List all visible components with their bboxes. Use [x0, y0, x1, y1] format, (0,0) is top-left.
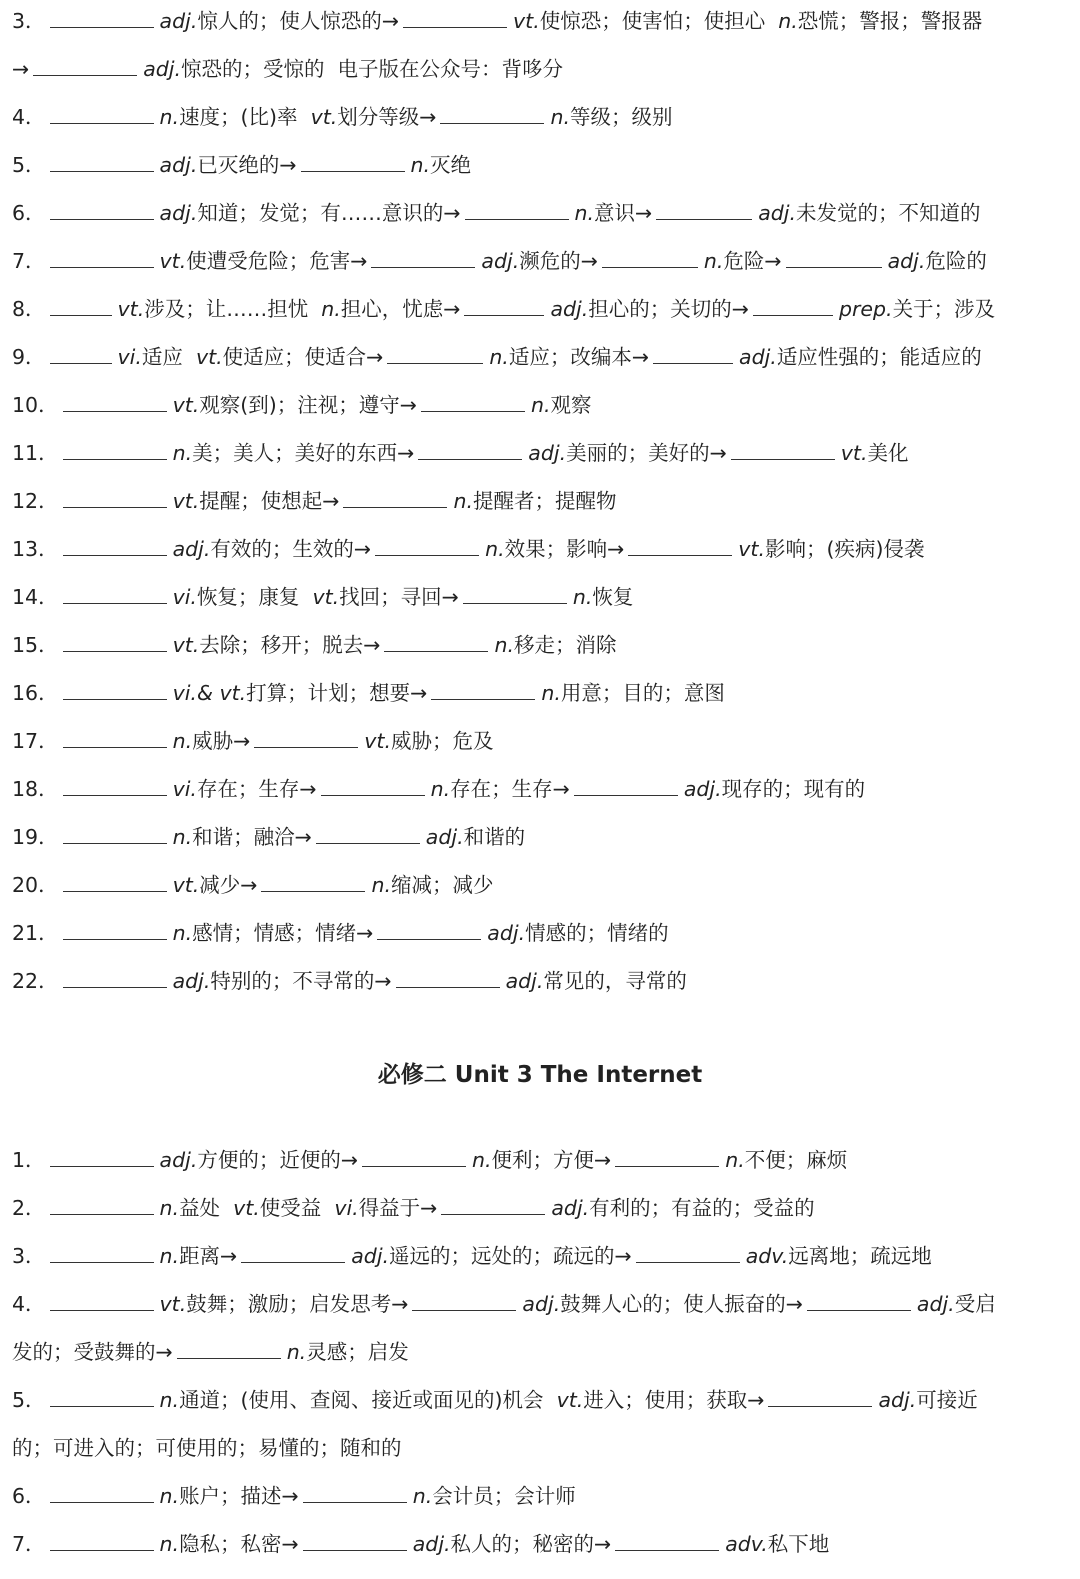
- answer-blank[interactable]: [768, 1405, 872, 1407]
- answer-blank[interactable]: [50, 122, 154, 124]
- definition-text: 观察: [550, 393, 592, 417]
- definition-text: 鼓舞人心的；使人振奋的→: [560, 1292, 803, 1316]
- definition-text: 惊恐的；受惊的 电子版在公众号：背哆分: [180, 57, 564, 81]
- answer-blank[interactable]: [431, 698, 535, 700]
- part-of-speech: adj.: [159, 201, 198, 225]
- answer-blank[interactable]: [50, 218, 154, 220]
- vocab-line-12: [12, 534, 1066, 564]
- definition-text: 速度；(比)率: [179, 105, 311, 129]
- answer-blank[interactable]: [362, 1165, 466, 1167]
- definition-text: 益处: [179, 1196, 234, 1220]
- answer-blank[interactable]: [63, 410, 167, 412]
- definition-text: 危险的: [925, 249, 987, 273]
- answer-blank[interactable]: [303, 1501, 407, 1503]
- vocab-line-25: [12, 1289, 1066, 1319]
- part-of-speech: adj.: [683, 777, 722, 801]
- answer-blank[interactable]: [463, 602, 567, 604]
- answer-blank[interactable]: [440, 122, 544, 124]
- vocab-line-20: [12, 918, 1066, 948]
- definition-text: 影响；(疾病)侵袭: [764, 537, 925, 561]
- answer-blank[interactable]: [628, 554, 732, 556]
- definition-text: 3．: [12, 9, 46, 33]
- answer-blank[interactable]: [396, 986, 500, 988]
- answer-blank[interactable]: [63, 842, 167, 844]
- part-of-speech: vt.: [310, 105, 338, 129]
- definition-text: 15．: [12, 633, 59, 657]
- vocab-line-30: [12, 1529, 1066, 1559]
- answer-blank[interactable]: [316, 842, 420, 844]
- definition-text: 涉及；让……担忧: [144, 297, 322, 321]
- answer-blank[interactable]: [63, 938, 167, 940]
- part-of-speech: vt.: [117, 297, 145, 321]
- definition-text: 6．: [12, 1484, 46, 1508]
- definition-text: 常见的，寻常的: [543, 969, 687, 993]
- definition-text: 减少→: [199, 873, 258, 897]
- part-of-speech: adj.: [425, 825, 464, 849]
- answer-blank[interactable]: [50, 170, 154, 172]
- definition-text: 濒危的→: [519, 249, 598, 273]
- vocab-line-9: [12, 390, 1066, 420]
- definition-text: 8．: [12, 297, 46, 321]
- definition-text: 美；美人；美好的东西→: [192, 441, 415, 465]
- part-of-speech: n.: [172, 441, 193, 465]
- vocab-line-11: [12, 486, 1066, 516]
- part-of-speech: adj.: [887, 249, 926, 273]
- definition-text: 找回；寻回→: [339, 585, 459, 609]
- vocab-line-13: [12, 582, 1066, 612]
- definition-text: 有效的；生效的→: [210, 537, 372, 561]
- part-of-speech: vt.: [233, 1196, 260, 1220]
- part-of-speech: adj.: [878, 1388, 917, 1412]
- part-of-speech: n.: [159, 1196, 180, 1220]
- part-of-speech: vt.: [840, 441, 868, 465]
- answer-blank[interactable]: [50, 1213, 154, 1215]
- part-of-speech: adv.: [745, 1244, 789, 1268]
- section-heading: 必修二 Unit 3 The Internet: [377, 1062, 703, 1088]
- part-of-speech: adv.: [725, 1532, 768, 1556]
- vocab-line-21: [12, 966, 1066, 996]
- definition-text: 19．: [12, 825, 59, 849]
- vocab-line-10: [12, 438, 1066, 468]
- answer-blank[interactable]: [602, 266, 698, 268]
- part-of-speech: n.: [159, 1388, 180, 1412]
- definition-text: 使受益: [259, 1196, 335, 1220]
- part-of-speech: n.: [371, 873, 391, 897]
- answer-blank[interactable]: [786, 266, 882, 268]
- part-of-speech: vt.: [738, 537, 765, 561]
- answer-blank[interactable]: [343, 506, 447, 508]
- definition-text: 缩减；减少: [390, 873, 494, 897]
- part-of-speech: adj.: [550, 297, 589, 321]
- part-of-speech: vi.: [117, 345, 142, 369]
- answer-blank[interactable]: [50, 1501, 154, 1503]
- definition-text: 威胁；危及: [390, 729, 494, 753]
- vocab-line-17: [12, 774, 1066, 804]
- part-of-speech: adj.: [487, 921, 526, 945]
- part-of-speech: n.: [159, 105, 180, 129]
- answer-blank[interactable]: [403, 26, 507, 28]
- vocab-line-27: [12, 1385, 1066, 1415]
- part-of-speech: vt.: [312, 585, 340, 609]
- answer-blank[interactable]: [636, 1261, 740, 1263]
- part-of-speech: vi.: [172, 585, 197, 609]
- vocab-line-16: [12, 726, 1066, 756]
- answer-blank[interactable]: [301, 170, 405, 172]
- part-of-speech: n.: [321, 297, 341, 321]
- definition-text: 观察(到)；注视；遵守→: [199, 393, 417, 417]
- definition-text: 9．: [12, 345, 46, 369]
- answer-blank[interactable]: [441, 1213, 545, 1215]
- definition-text: 威胁→: [192, 729, 251, 753]
- definition-text: 危险→: [723, 249, 782, 273]
- answer-blank[interactable]: [50, 1549, 154, 1551]
- definition-text: 关于；涉及: [892, 297, 996, 321]
- part-of-speech: n.: [172, 729, 193, 753]
- part-of-speech: vt.: [159, 1292, 187, 1316]
- part-of-speech: adj.: [522, 1292, 561, 1316]
- definition-text: 受启: [954, 1292, 996, 1316]
- answer-blank[interactable]: [421, 410, 525, 412]
- definition-text: 7．: [12, 249, 46, 273]
- part-of-speech: n.: [286, 1340, 307, 1364]
- answer-blank[interactable]: [464, 314, 544, 316]
- answer-blank[interactable]: [50, 1309, 154, 1311]
- definition-text: 移走；消除: [513, 633, 617, 657]
- definition-text: 18．: [12, 777, 59, 801]
- definition-text: 提醒；使想起→: [199, 489, 340, 513]
- definition-text: 5．: [12, 1388, 46, 1412]
- definition-text: 隐私；私密→: [179, 1532, 299, 1556]
- part-of-speech: adj.: [159, 9, 198, 33]
- definition-text: 现存的；现有的: [721, 777, 866, 801]
- vocab-line-4: [12, 150, 1066, 180]
- part-of-speech: n.: [453, 489, 473, 513]
- part-of-speech: n.: [572, 585, 593, 609]
- answer-blank[interactable]: [615, 1549, 719, 1551]
- vocab-line-26: [12, 1337, 1066, 1367]
- definition-text: 4．: [12, 105, 46, 129]
- definition-text: 会计员；会计师: [432, 1484, 576, 1508]
- definition-text: 得益于→: [358, 1196, 438, 1220]
- answer-blank[interactable]: [63, 506, 167, 508]
- definition-text: 2．: [12, 1196, 46, 1220]
- definition-text: 账户；描述→: [179, 1484, 299, 1508]
- answer-blank[interactable]: [50, 26, 154, 28]
- vocab-line-2: [12, 54, 1066, 84]
- answer-blank[interactable]: [63, 986, 167, 988]
- answer-blank[interactable]: [465, 218, 569, 220]
- part-of-speech: adj.: [159, 1148, 198, 1172]
- definition-text: 14．: [12, 585, 59, 609]
- part-of-speech: n.: [703, 249, 724, 273]
- answer-blank[interactable]: [653, 362, 733, 364]
- definition-text: 美丽的；美好的→: [566, 441, 727, 465]
- definition-text: 使遭受危险；危害→: [186, 249, 368, 273]
- definition-text: 用意；目的；意图: [560, 681, 725, 705]
- definition-text: 私人的；秘密的→: [450, 1532, 612, 1556]
- answer-blank[interactable]: [375, 554, 479, 556]
- definition-text: 恐慌；警报；警报器: [797, 9, 983, 33]
- part-of-speech: n.: [410, 153, 431, 177]
- definition-text: 1．: [12, 1148, 46, 1172]
- part-of-speech: vt.: [159, 249, 187, 273]
- answer-blank[interactable]: [418, 458, 522, 460]
- part-of-speech: prep.: [838, 297, 893, 321]
- definition-text: 打算；计划；想要→: [246, 681, 428, 705]
- vocab-line-1: [12, 6, 1066, 36]
- definition-text: 方便的；近便的→: [197, 1148, 359, 1172]
- answer-blank[interactable]: [371, 266, 475, 268]
- vocab-line-15: [12, 678, 1066, 708]
- part-of-speech: n.: [430, 777, 451, 801]
- part-of-speech: adj.: [505, 969, 544, 993]
- part-of-speech: vt.: [172, 489, 200, 513]
- vocab-line-3: [12, 102, 1066, 132]
- definition-text: 距离→: [179, 1244, 238, 1268]
- definition-text: 意识→: [594, 201, 653, 225]
- answer-blank[interactable]: [731, 458, 835, 460]
- part-of-speech: vi.: [172, 777, 197, 801]
- definition-text: 3．: [12, 1244, 46, 1268]
- definition-text: 5．: [12, 153, 46, 177]
- vocab-line-6: [12, 246, 1066, 276]
- part-of-speech: adj.: [351, 1244, 390, 1268]
- answer-blank[interactable]: [303, 1549, 407, 1551]
- definition-text: 可接近: [916, 1388, 978, 1412]
- definition-text: 的；可进入的；可使用的；易懂的；随和的: [12, 1436, 402, 1460]
- part-of-speech: vt.: [172, 873, 200, 897]
- definition-text: 20．: [12, 873, 59, 897]
- vocab-line-5: [12, 198, 1066, 228]
- definition-text: 使适应；使适合→: [222, 345, 384, 369]
- definition-text: 惊人的；使人惊恐的→: [197, 9, 400, 33]
- answer-blank[interactable]: [241, 1261, 345, 1263]
- definition-text: 22．: [12, 969, 59, 993]
- part-of-speech: adj.: [159, 153, 198, 177]
- definition-text: 21．: [12, 921, 59, 945]
- part-of-speech: adj.: [481, 249, 520, 273]
- answer-blank[interactable]: [33, 74, 137, 76]
- answer-blank[interactable]: [377, 938, 481, 940]
- definition-text: 不便；麻烦: [744, 1148, 848, 1172]
- definition-text: 存在；生存→: [450, 777, 570, 801]
- part-of-speech: n.: [172, 921, 193, 945]
- part-of-speech: n.: [159, 1532, 180, 1556]
- definition-text: 去除；移开；脱去→: [199, 633, 381, 657]
- answer-blank[interactable]: [412, 1309, 516, 1311]
- vocab-line-8: [12, 342, 1066, 372]
- definition-text: 11．: [12, 441, 59, 465]
- answer-blank[interactable]: [50, 314, 112, 316]
- part-of-speech: n.: [778, 9, 798, 33]
- part-of-speech: n.: [485, 537, 505, 561]
- definition-text: 和谐；融洽→: [192, 825, 312, 849]
- answer-blank[interactable]: [50, 1405, 154, 1407]
- answer-blank[interactable]: [63, 650, 167, 652]
- vocab-line-19: [12, 870, 1066, 900]
- part-of-speech: adj.: [412, 1532, 451, 1556]
- part-of-speech: adj.: [172, 969, 211, 993]
- part-of-speech: n.: [530, 393, 551, 417]
- definition-text: 恢复；康复: [196, 585, 313, 609]
- part-of-speech: vt.: [513, 9, 540, 33]
- definition-text: 13．: [12, 537, 59, 561]
- answer-blank[interactable]: [321, 794, 425, 796]
- part-of-speech: adj.: [528, 441, 567, 465]
- part-of-speech: adj.: [172, 537, 211, 561]
- answer-blank[interactable]: [63, 746, 167, 748]
- definition-text: 便利；方便→: [491, 1148, 612, 1172]
- definition-text: 适应；改编本→: [508, 345, 650, 369]
- definition-text: 私下地: [767, 1532, 830, 1556]
- definition-text: 特别的；不寻常的→: [210, 969, 392, 993]
- part-of-speech: n.: [550, 105, 570, 129]
- definition-text: 担心，忧虑→: [340, 297, 461, 321]
- definition-text: 划分等级→: [337, 105, 437, 129]
- part-of-speech: n.: [159, 1484, 180, 1508]
- answer-blank[interactable]: [63, 602, 167, 604]
- part-of-speech: n.: [412, 1484, 433, 1508]
- vocab-line-23: [12, 1193, 1066, 1223]
- vocab-line-7: [12, 294, 1066, 324]
- answer-blank[interactable]: [50, 1165, 154, 1167]
- answer-blank[interactable]: [384, 650, 488, 652]
- definition-text: 17．: [12, 729, 59, 753]
- part-of-speech: vt.: [364, 729, 391, 753]
- part-of-speech: n.: [489, 345, 509, 369]
- answer-blank[interactable]: [63, 698, 167, 700]
- part-of-speech: vt.: [172, 393, 200, 417]
- answer-blank[interactable]: [50, 1261, 154, 1263]
- definition-text: 提醒者；提醒物: [472, 489, 617, 513]
- definition-text: 和谐的: [463, 825, 526, 849]
- definition-text: 7．: [12, 1532, 46, 1556]
- definition-text: 知道；发觉；有……意识的→: [197, 201, 461, 225]
- part-of-speech: adj.: [916, 1292, 955, 1316]
- answer-blank[interactable]: [254, 746, 358, 748]
- part-of-speech: n.: [172, 825, 193, 849]
- definition-text: 未发觉的；不知道的: [796, 201, 981, 225]
- part-of-speech: n.: [494, 633, 514, 657]
- vocab-line-29: [12, 1481, 1066, 1511]
- part-of-speech: vt.: [556, 1388, 584, 1412]
- answer-blank[interactable]: [63, 890, 167, 892]
- definition-text: 使惊恐；使害怕；使担心: [539, 9, 779, 33]
- part-of-speech: n.: [541, 681, 561, 705]
- part-of-speech: adj.: [739, 345, 777, 369]
- answer-blank[interactable]: [63, 794, 167, 796]
- vocab-line-14: [12, 630, 1066, 660]
- definition-text: 12．: [12, 489, 59, 513]
- definition-text: 进入；使用；获取→: [583, 1388, 765, 1412]
- part-of-speech: adj.: [143, 57, 181, 81]
- definition-text: 鼓舞；激励；启发思考→: [186, 1292, 409, 1316]
- answer-blank[interactable]: [615, 1165, 719, 1167]
- definition-text: 远离地；疏远地: [788, 1244, 932, 1268]
- answer-blank[interactable]: [50, 266, 154, 268]
- answer-blank[interactable]: [656, 218, 752, 220]
- part-of-speech: vt.: [195, 345, 223, 369]
- definition-text: 6．: [12, 201, 46, 225]
- definition-text: 16．: [12, 681, 59, 705]
- part-of-speech: vi.& vt.: [172, 681, 247, 705]
- part-of-speech: n.: [472, 1148, 492, 1172]
- definition-text: 10．: [12, 393, 59, 417]
- definition-text: 等级；级别: [569, 105, 673, 129]
- definition-text: 灵感；启发: [306, 1340, 409, 1364]
- definition-text: 适应性强的；能适应的: [776, 345, 982, 369]
- answer-blank[interactable]: [63, 458, 167, 460]
- answer-blank[interactable]: [261, 890, 365, 892]
- answer-blank[interactable]: [807, 1309, 911, 1311]
- definition-text: 灭绝: [430, 153, 472, 177]
- vocab-line-28: [12, 1433, 1066, 1463]
- answer-blank[interactable]: [753, 314, 833, 316]
- definition-text: 发的；受鼓舞的→: [12, 1340, 173, 1364]
- part-of-speech: adj.: [551, 1196, 590, 1220]
- definition-text: 通道；(使用、查阅、接近或面见的)机会: [179, 1388, 557, 1412]
- definition-text: 有利的；有益的；受益的: [589, 1196, 815, 1220]
- part-of-speech: adj.: [758, 201, 797, 225]
- definition-text: 遥远的；远处的；疏远的→: [389, 1244, 632, 1268]
- definition-text: 美化: [867, 441, 909, 465]
- definition-text: 担心的；关切的→: [588, 297, 749, 321]
- definition-text: 情感的；情绪的: [525, 921, 669, 945]
- answer-blank[interactable]: [177, 1357, 281, 1359]
- vocab-line-24: [12, 1241, 1066, 1271]
- definition-text: 适应: [141, 345, 196, 369]
- part-of-speech: vt.: [172, 633, 200, 657]
- definition-text: 4．: [12, 1292, 46, 1316]
- answer-blank[interactable]: [574, 794, 678, 796]
- answer-blank[interactable]: [387, 362, 483, 364]
- definition-text: 效果；影响→: [504, 537, 625, 561]
- part-of-speech: n.: [159, 1244, 180, 1268]
- part-of-speech: n.: [725, 1148, 745, 1172]
- definition-text: 存在；生存→: [196, 777, 317, 801]
- part-of-speech: n.: [574, 201, 595, 225]
- vocab-line-18: [12, 822, 1066, 852]
- part-of-speech: vi.: [334, 1196, 359, 1220]
- definition-text: 恢复: [592, 585, 634, 609]
- vocab-line-22: [12, 1145, 1066, 1175]
- answer-blank[interactable]: [63, 554, 167, 556]
- definition-text: 感情；情感；情绪→: [192, 921, 374, 945]
- answer-blank[interactable]: [50, 362, 112, 364]
- definition-text: →: [12, 57, 30, 81]
- definition-text: 已灭绝的→: [197, 153, 297, 177]
